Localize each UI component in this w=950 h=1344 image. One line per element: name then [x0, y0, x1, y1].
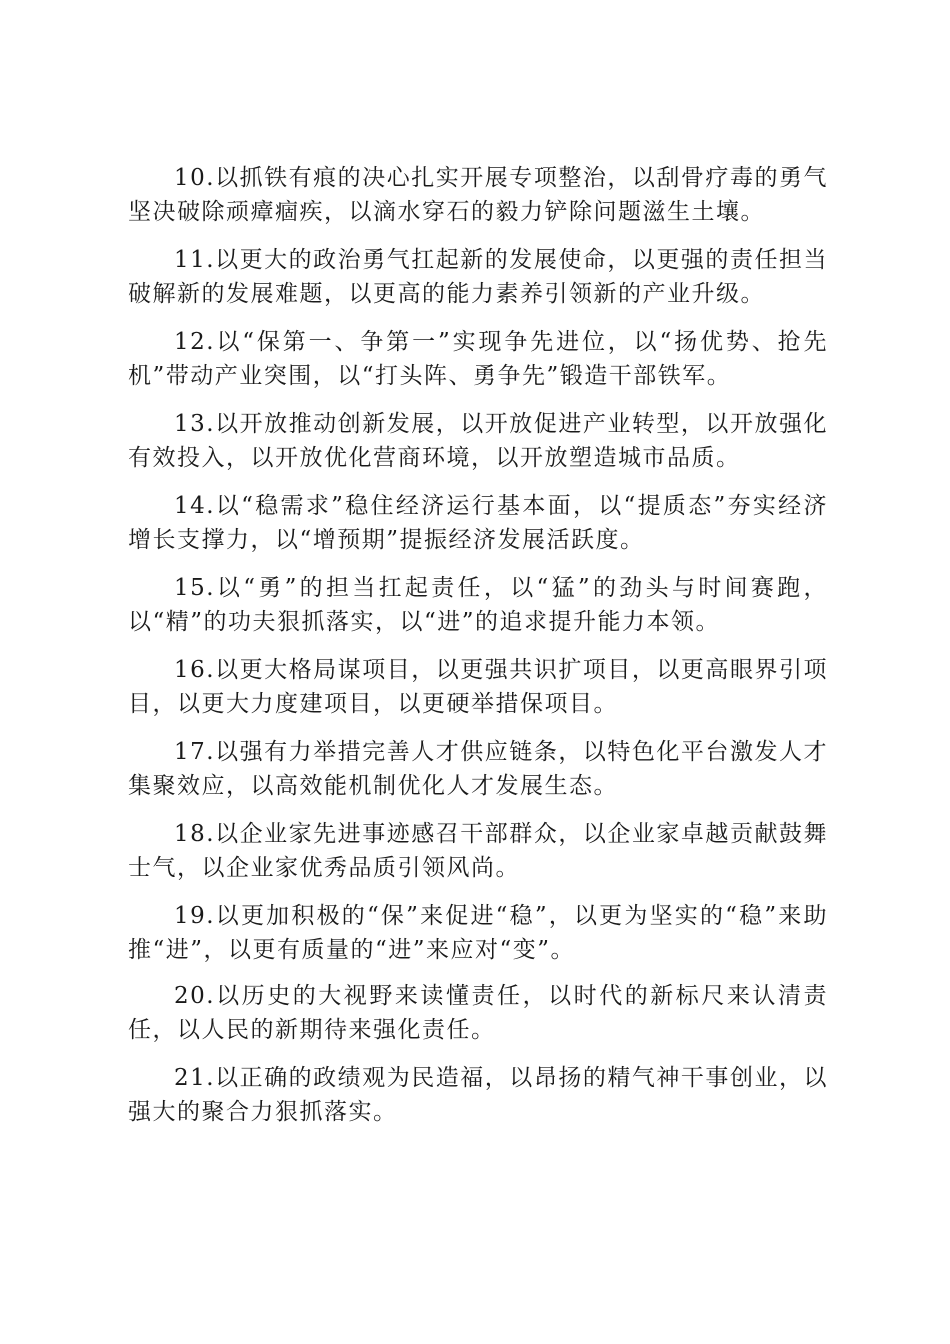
- paragraph-11: 11.以更大的政治勇气扛起新的发展使命，以更强的责任担当破解新的发展难题，以更高的能力素养引领新的产业升级。: [128, 247, 828, 307]
- paragraph-17: 17.以强有力举措完善人才供应链条，以特色化平台激发人才集聚效应，以高效能机制优化人才发展生态。: [128, 739, 828, 799]
- paragraph-18: 18.以企业家先进事迹感召干部群众，以企业家卓越贡献鼓舞士气，以企业家优秀品质引领风尚。: [128, 821, 828, 881]
- paragraph-20: 20.以历史的大视野来读懂责任，以时代的新标尺来认清责任，以人民的新期待来强化责任。: [128, 983, 828, 1043]
- paragraph-15: 15.以“勇”的担当扛起责任，以“猛”的劲头与时间赛跑，以“精”的功夫狠抓落实，以“进”的追求提升能力本领。: [128, 575, 828, 635]
- paragraph-16: 16.以更大格局谋项目，以更强共识扩项目，以更高眼界引项目，以更大力度建项目，以更硬举措保项目。: [128, 657, 828, 717]
- paragraph-10: 10.以抓铁有痕的决心扎实开展专项整治，以刮骨疗毒的勇气坚决破除顽瘴痼疾，以滴水穿石的毅力铲除问题滋生土壤。: [128, 165, 828, 225]
- document-body: [128, 161, 828, 1129]
- paragraph-12: 12.以“保第一、争第一”实现争先进位，以“扬优势、抢先机”带动产业突围，以“打头阵、勇争先”锻造干部铁军。: [128, 329, 828, 389]
- paragraph-14: 14.以“稳需求”稳住经济运行基本面，以“提质态”夯实经济增长支撑力，以“增预期”提振经济发展活跃度。: [128, 493, 828, 553]
- paragraph-13: 13.以开放推动创新发展，以开放促进产业转型，以开放强化有效投入，以开放优化营商环境，以开放塑造城市品质。: [128, 411, 828, 471]
- paragraph-21: 21.以正确的政绩观为民造福，以昂扬的精气神干事创业，以强大的聚合力狠抓落实。: [128, 1065, 828, 1125]
- paragraph-19: 19.以更加积极的“保”来促进“稳”，以更为坚实的“稳”来助推“进”，以更有质量的“进”来应对“变”。: [128, 903, 828, 963]
